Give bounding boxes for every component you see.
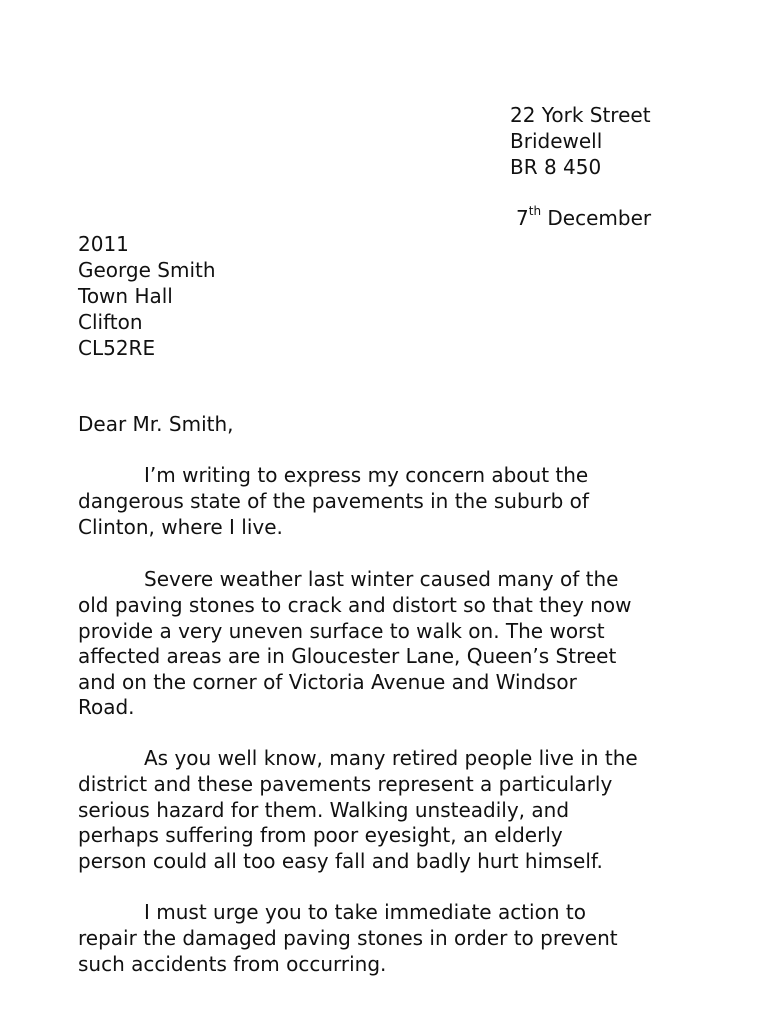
date-day: 7 [516, 206, 529, 230]
paragraph-line: provide a very uneven surface to walk on. The worst [78, 619, 605, 643]
paragraph-line: I must urge you to take immediate action to [144, 900, 586, 924]
recipient-building: Town Hall [78, 284, 173, 308]
date-year: 2011 [78, 232, 129, 256]
sender-postcode: BR 8 450 [510, 155, 602, 179]
paragraph-line: Road. [78, 695, 135, 719]
paragraph-line: Severe weather last winter caused many of the [144, 567, 619, 591]
salutation: Dear Mr. Smith, [78, 412, 234, 436]
sender-town: Bridewell [510, 129, 603, 153]
paragraph-line: As you well know, many retired people live in the [144, 746, 638, 770]
paragraph-line: and on the corner of Victoria Avenue and Windsor [78, 670, 577, 694]
paragraph-line: repair the damaged paving stones in order to prevent [78, 926, 618, 950]
paragraph-line: district and these pavements represent a particularly [78, 772, 613, 796]
paragraph-line: dangerous state of the pavements in the suburb of [78, 489, 589, 513]
date-month: December [541, 206, 652, 230]
paragraph-line: affected areas are in Gloucester Lane, Queen’s Street [78, 644, 617, 668]
date-line [516, 205, 651, 231]
paragraph-line: serious hazard for them. Walking unsteadily, and [78, 798, 570, 822]
paragraph-line: such accidents from occurring. [78, 952, 387, 976]
paragraph-line: perhaps suffering from poor eyesight, an elderly [78, 823, 563, 847]
paragraph-line: old paving stones to crack and distort so that they now [78, 593, 632, 617]
recipient-name: George Smith [78, 258, 216, 282]
paragraph-line: I’m writing to express my concern about the [144, 463, 589, 487]
sender-street: 22 York Street [510, 103, 651, 127]
paragraph-line: person could all too easy fall and badly hurt himself. [78, 849, 603, 873]
recipient-postcode: CL52RE [78, 336, 156, 360]
paragraph-line: Clinton, where I live. [78, 515, 283, 539]
recipient-town: Clifton [78, 310, 143, 334]
date-day-suffix: th [528, 204, 542, 219]
